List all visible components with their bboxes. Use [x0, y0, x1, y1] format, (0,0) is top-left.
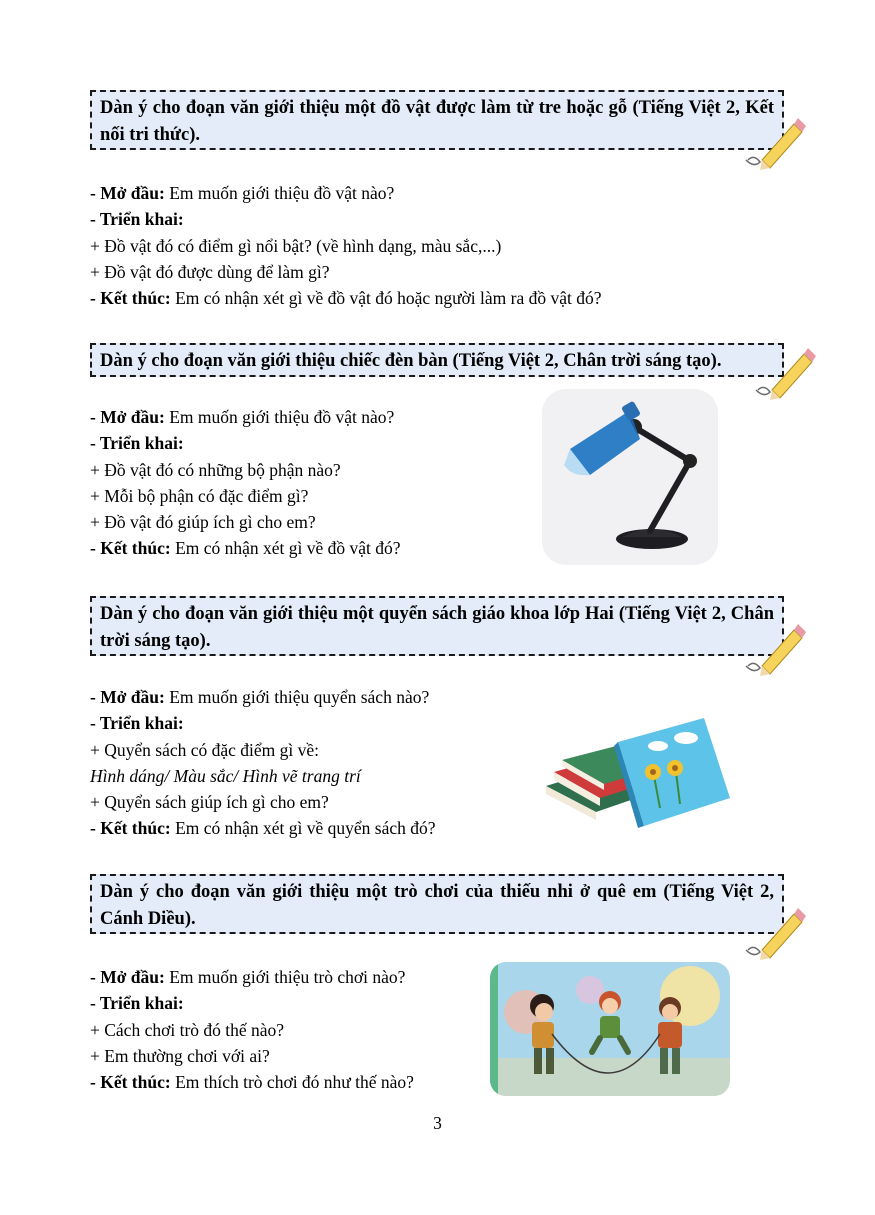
line: + Đồ vật đó có những bộ phận nào? [90, 459, 341, 480]
line: - Kết thúc: Em thích trò chơi đó như thế nào? [90, 1072, 414, 1093]
line: + Đồ vật đó được dùng để làm gì? [90, 261, 330, 282]
line: - Kết thúc: Em có nhận xét gì về đồ vật đó? [90, 538, 401, 559]
line: - Mở đầu: Em muốn giới thiệu đồ vật nào? [90, 407, 395, 427]
section-4-heading: Dàn ý cho đoạn văn giới thiệu một trò chơi của thiếu nhi ở quê em (Tiếng Việt 2, Cánh Diều). [90, 874, 784, 934]
line: - Kết thúc: Em có nhận xét gì về quyển sách đó? [90, 818, 436, 839]
line: Hình dáng/ Màu sắc/ Hình vẽ trang trí [90, 765, 361, 786]
line: + Mỗi bộ phận có đặc điểm gì? [90, 485, 309, 506]
line: + Cách chơi trò đó thế nào? [90, 1019, 285, 1040]
section-2-heading: Dàn ý cho đoạn văn giới thiệu chiếc đèn bàn (Tiếng Việt 2, Chân trời sáng tạo). [90, 343, 784, 377]
section-2-body [90, 404, 401, 562]
pencil-icon [738, 900, 806, 962]
children-game-image [490, 962, 730, 1096]
pencil-icon [738, 110, 806, 172]
line: - Triển khai: [90, 209, 184, 230]
line: - Triển khai: [90, 993, 184, 1014]
line: - Kết thúc: Em có nhận xét gì về đồ vật đó hoặc người làm ra đồ vật đó? [90, 288, 602, 309]
section-1-body [90, 180, 602, 311]
section-3-heading: Dàn ý cho đoạn văn giới thiệu một quyển sách giáo khoa lớp Hai (Tiếng Việt 2, Chân trời sáng tạo). [90, 596, 784, 656]
line: + Quyển sách giúp ích gì cho em? [90, 792, 329, 813]
section-4-body [90, 964, 414, 1095]
line: - Mở đầu: Em muốn giới thiệu quyển sách nào? [90, 687, 430, 707]
line: + Quyển sách có đặc điểm gì về: [90, 739, 320, 760]
line: + Em thường chơi với ai? [90, 1045, 270, 1066]
line: - Triển khai: [90, 713, 184, 734]
line: - Mở đầu: Em muốn giới thiệu trò chơi nào? [90, 967, 406, 987]
line: - Triển khai: [90, 433, 184, 454]
desk-lamp-image [542, 389, 718, 565]
pencil-icon [738, 616, 806, 678]
line: - Mở đầu: Em muốn giới thiệu đồ vật nào? [90, 183, 395, 203]
pencil-icon [748, 340, 816, 402]
line: + Đồ vật đó giúp ích gì cho em? [90, 512, 316, 533]
line: + Đồ vật đó có điểm gì nổi bật? (về hình dạng, màu sắc,...) [90, 235, 502, 256]
section-3-body [90, 684, 436, 842]
books-image [540, 716, 732, 834]
page-number: 3 [433, 1113, 442, 1133]
section-1-heading: Dàn ý cho đoạn văn giới thiệu một đồ vật được làm từ tre hoặc gỗ (Tiếng Việt 2, Kết nối tri thức). [90, 90, 784, 150]
